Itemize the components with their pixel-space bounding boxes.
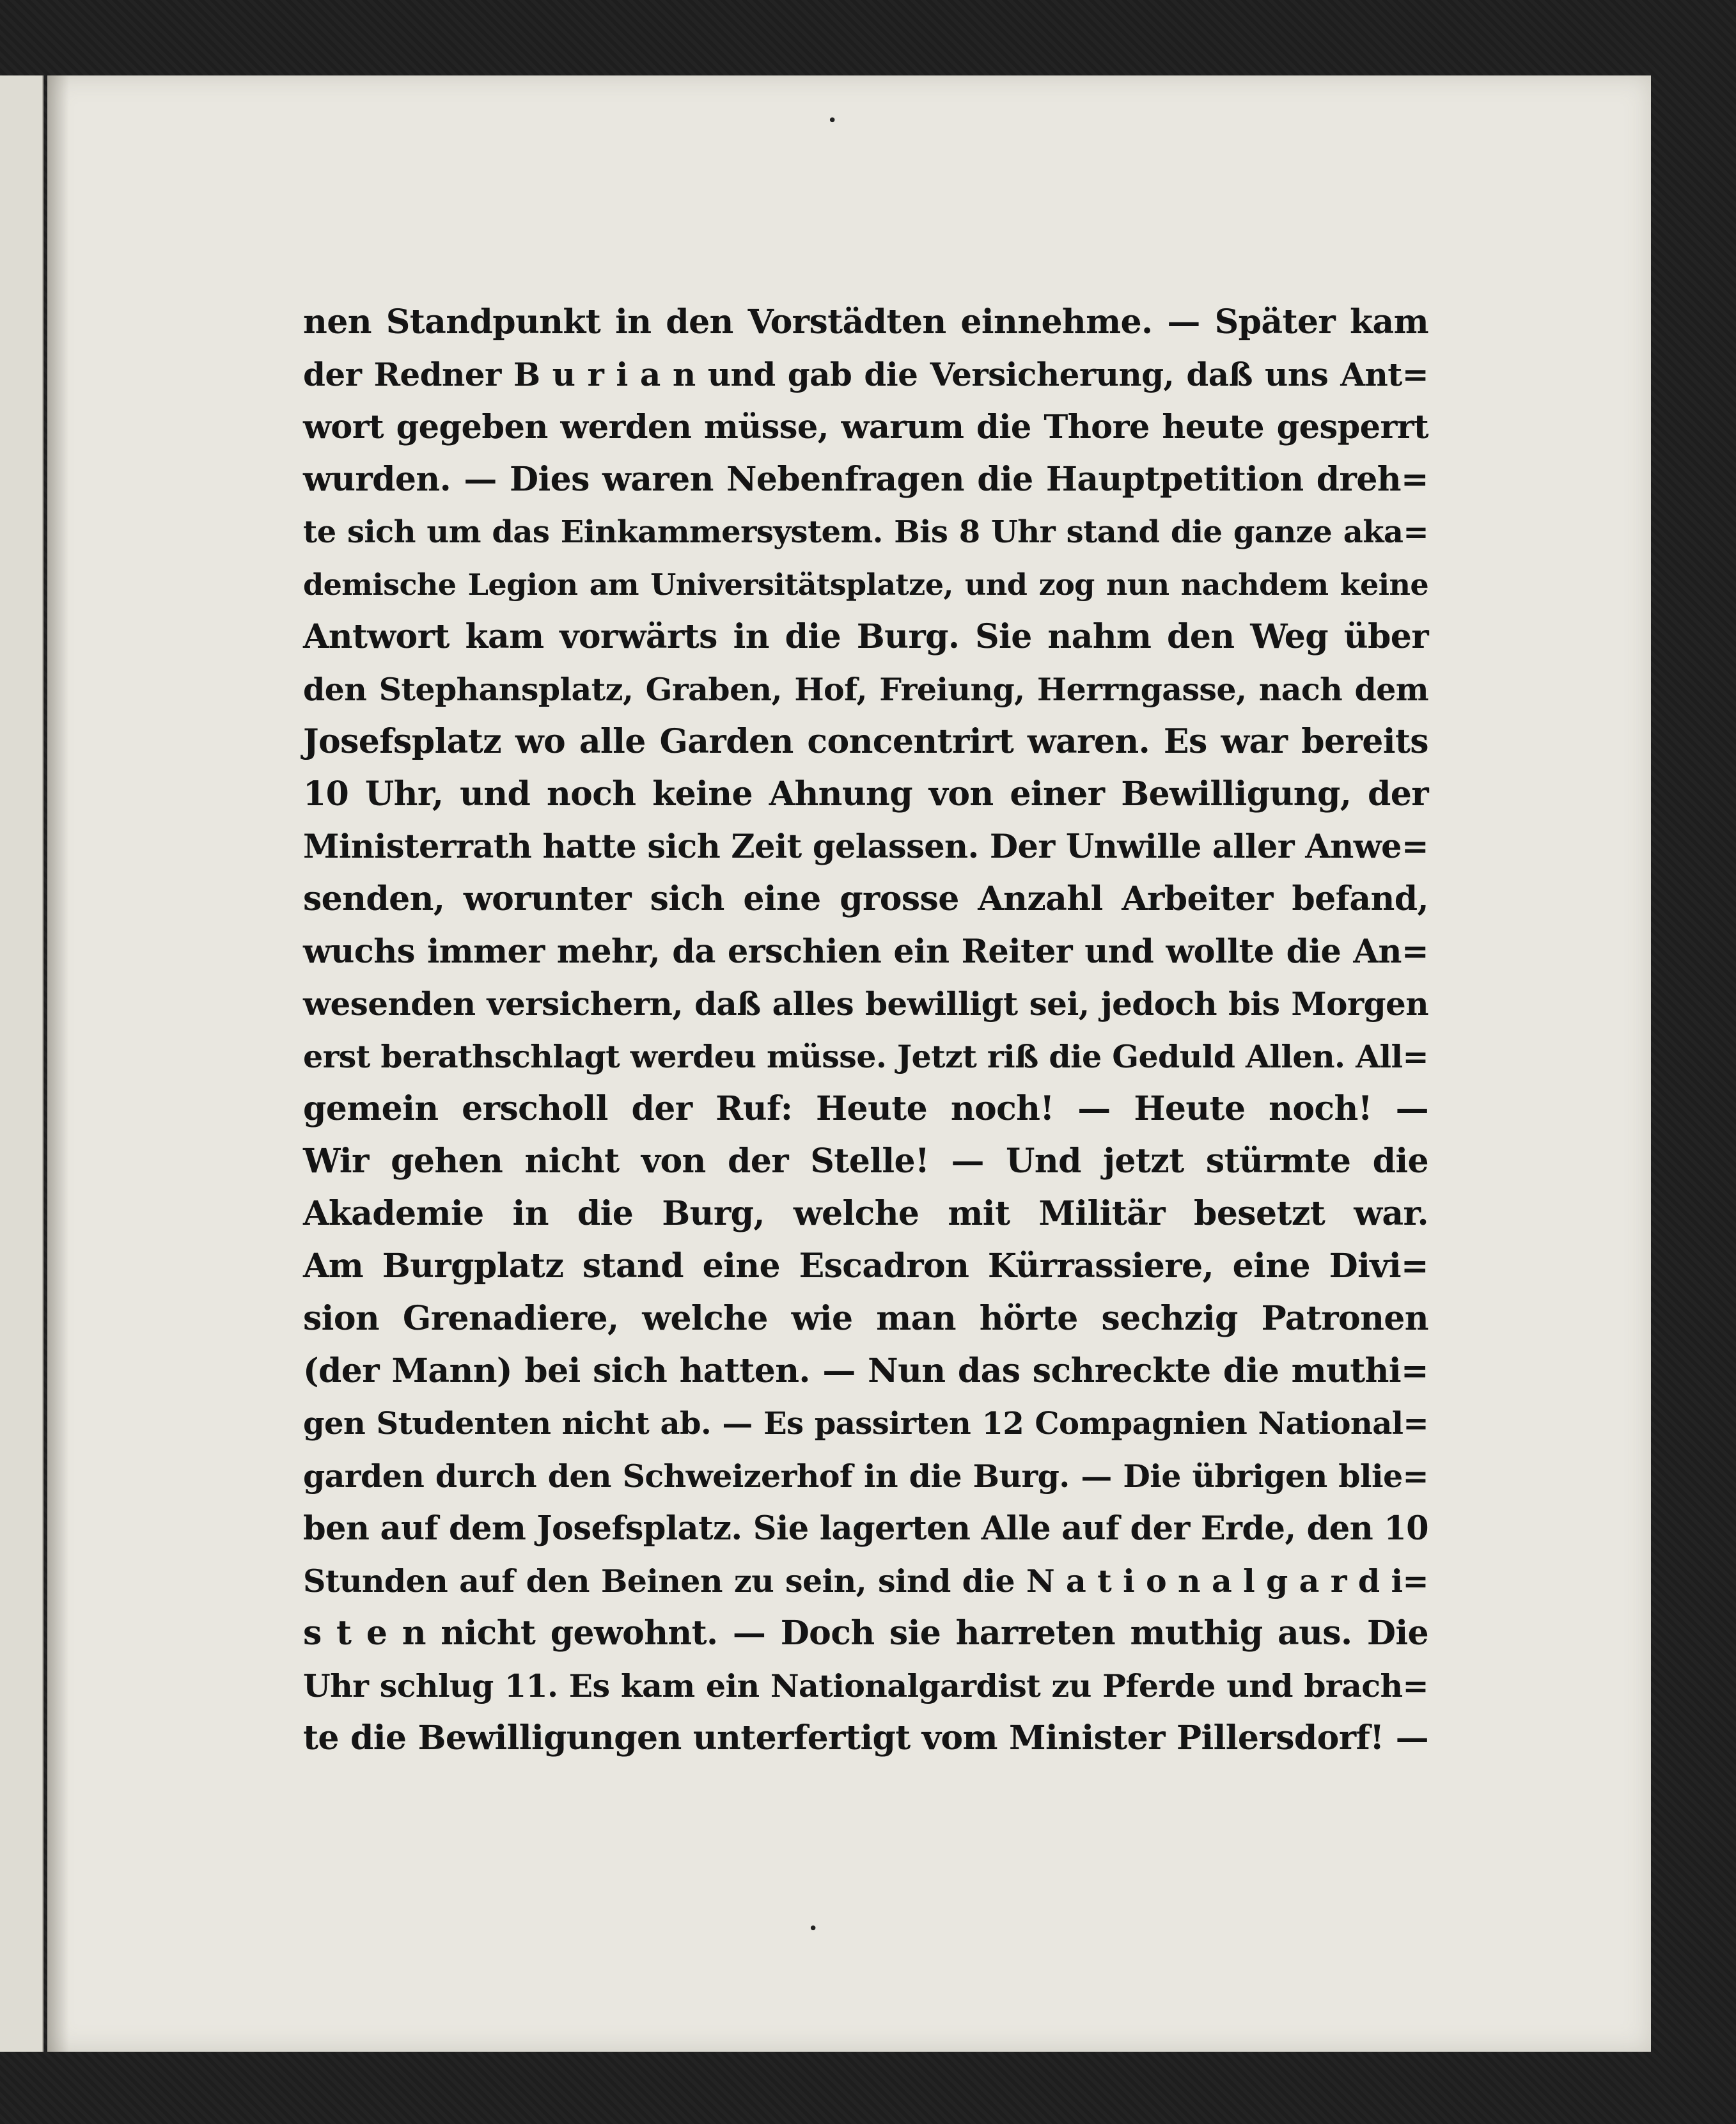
text-line: (der Mann) bei sich hatten. — Nun das schreckte die muthi= — [303, 1351, 1428, 1390]
text-line: gemein erscholl der Ruf: Heute noch! — Heute noch! — — [303, 1089, 1428, 1128]
facing-page-edge — [0, 75, 43, 2052]
book-page — [47, 75, 1651, 2052]
text-line: Uhr schlug 11. Es kam ein Nationalgardist zu Pferde und brach= — [303, 1667, 1428, 1704]
text-line: Josefsplatz wo alle Garden concentrirt waren. Es war bereits — [303, 722, 1428, 761]
text-line: garden durch den Schweizerhof in die Burg. — Die übrigen blie= — [303, 1458, 1428, 1495]
text-line: erst berathschlagt werdeu müsse. Jetzt riß die Geduld Allen. All= — [303, 1038, 1428, 1075]
text-line: Wir gehen nicht von der Stelle! — Und jetzt stürmte die — [303, 1142, 1428, 1181]
text-line: wesenden versichern, daß alles bewilligt sei, jedoch bis Morgen — [303, 985, 1428, 1023]
text-line: sion Grenadiere, welche wie man hörte sechzig Patronen — [303, 1299, 1428, 1338]
text-line: te die Bewilligungen unterfertigt vom Minister Pillersdorf! — — [303, 1719, 1428, 1758]
gutter-shadow — [47, 75, 69, 2052]
ink-speck: • — [827, 111, 838, 130]
text-line: der Redner B u r i a n und gab die Versicherung, daß uns Ant= — [303, 356, 1428, 393]
text-line: 10 Uhr, und noch keine Ahnung von einer Bewilligung, der — [303, 775, 1428, 814]
text-line: ben auf dem Josefsplatz. Sie lagerten Alle auf der Erde, den 10 — [303, 1509, 1428, 1548]
body-text — [303, 296, 1428, 1765]
text-line: nen Standpunkt in den Vorstädten einnehme. — Später kam — [303, 303, 1428, 342]
text-line: te sich um das Einkammersystem. Bis 8 Uhr stand die ganze aka= — [303, 514, 1428, 550]
text-line: wort gegeben werden müsse, warum die Thore heute gesperrt — [303, 408, 1428, 446]
text-line: s t e n nicht gewohnt. — Doch sie harreten muthig aus. Die — [303, 1614, 1428, 1653]
text-line: Akademie in die Burg, welche mit Militär besetzt war. — [303, 1194, 1428, 1233]
text-line: demische Legion am Universitätsplatze, und zog nun nachdem keine — [303, 567, 1428, 602]
text-line: wuchs immer mehr, da erschien ein Reiter und wollte die An= — [303, 932, 1428, 971]
text-line: Ministerrath hatte sich Zeit gelassen. Der Unwille aller Anwe= — [303, 828, 1428, 866]
ink-speck: • — [808, 1919, 818, 1939]
text-line: wurden. — Dies waren Nebenfragen die Hauptpetition dreh= — [303, 460, 1428, 499]
text-line: Am Burgplatz stand eine Escadron Kürrassiere, eine Divi= — [303, 1247, 1428, 1286]
text-line: gen Studenten nicht ab. — Es passirten 12 Compagnien National= — [303, 1406, 1428, 1442]
text-line: senden, worunter sich eine grosse Anzahl Arbeiter befand, — [303, 879, 1428, 918]
text-line: Antwort kam vorwärts in die Burg. Sie nahm den Weg über — [303, 617, 1428, 656]
text-line: den Stephansplatz, Graben, Hof, Freiung, Herrngasse, nach dem — [303, 671, 1428, 708]
text-line: Stunden auf den Beinen zu sein, sind die N a t i o n a l g a r d i= — [303, 1562, 1428, 1600]
